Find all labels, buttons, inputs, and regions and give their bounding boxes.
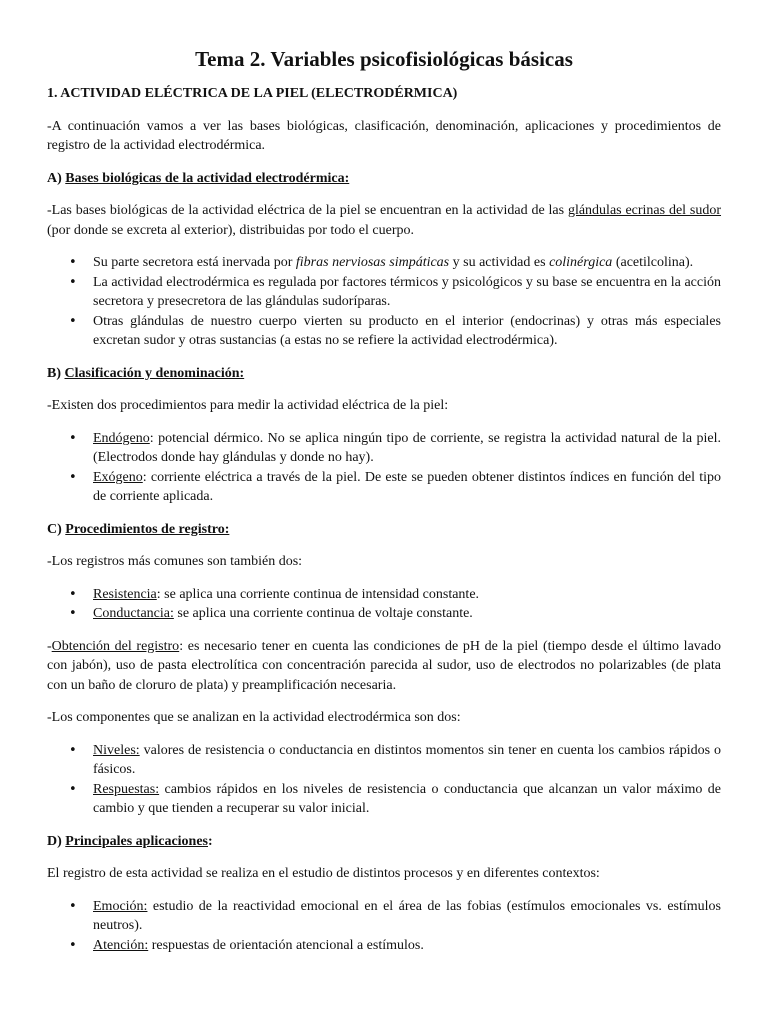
text-run: se aplica una corriente continua de voltaje constante. <box>173 606 473 621</box>
underlined-term: Respuestas: <box>93 781 160 797</box>
text-run: (acetilcolina). <box>612 255 694 270</box>
section-1-intro: -A continuación vamos a ver las bases biológicas, clasificación, denominación, aplicaciones y procedimientos de registro de la actividad electrodérmica. <box>47 118 721 153</box>
text-run: (por donde se excreta al exterior), distribuidas por todo el cuerpo. <box>47 222 414 238</box>
section-d-suffix: : <box>208 833 213 849</box>
list-item <box>93 936 721 956</box>
list-item <box>93 897 721 936</box>
text-run: : potencial dérmico. No se aplica ningún tipo de corriente, se registra la actividad natural de la piel. (Electrodos donde hay glándulas y donde no hay). <box>93 430 721 465</box>
section-c-list-2 <box>47 741 721 819</box>
section-b-heading <box>47 364 721 384</box>
list-item <box>93 253 721 273</box>
text-run: : se aplica una corriente continua de intensidad constante. <box>156 586 480 602</box>
underlined-term: Atención: <box>93 937 149 953</box>
text-run: respuestas de orientación atencional a estímulos. <box>148 937 424 953</box>
underlined-term: Conductancia: <box>93 606 174 621</box>
section-c-paragraph-componentes: -Los componentes que se analizan en la actividad electrodérmica son dos: <box>47 710 461 725</box>
underlined-term: Endógeno <box>93 430 150 446</box>
section-c-list-1 <box>47 585 721 624</box>
underlined-term: Niveles: <box>93 742 140 758</box>
section-a-prefix: A) <box>47 170 66 186</box>
list-item <box>93 585 721 605</box>
italic-term: colinérgica <box>549 255 613 270</box>
section-c-paragraph-registro <box>47 637 721 696</box>
text-run: y su actividad es <box>449 255 550 270</box>
section-a-list <box>47 253 721 351</box>
section-b-intro: -Existen dos procedimientos para medir la actividad eléctrica de la piel: <box>47 398 449 413</box>
list-item <box>93 604 721 624</box>
underlined-term: Obtención del registro <box>51 638 180 654</box>
section-a-heading <box>47 169 721 189</box>
list-item: • La actividad electrodérmica es regulada por factores térmicos y psicológicos y su base se encuentra en la acción secretora y presecretora de las glándulas sudoríparas. <box>93 273 721 312</box>
section-d-title: Principales aplicaciones <box>65 833 208 849</box>
text-run: : es necesario tener en cuenta las condiciones de pH de la piel (tiempo desde el último lavado con jabón), uso de pasta electrolítica con concentración parecida al sudor, uso de electrodos no polarizables (de plata con un baño de cloruro de plata) y preamplificación necesaria. <box>47 638 722 693</box>
section-c-heading <box>47 520 721 540</box>
underlined-term: Exógeno <box>93 469 143 485</box>
underlined-term: glándulas ecrinas del sudor <box>567 203 722 218</box>
italic-term: fibras nerviosas simpáticas <box>295 255 450 270</box>
section-d-list <box>47 897 721 956</box>
list-item: • Otras glándulas de nuestro cuerpo vierten su producto en el interior (endocrinas) y otras más especiales excretan sudor y otras sustancias (a estas no se refiere la actividad electrodérmica). <box>93 312 721 351</box>
underlined-term: Resistencia <box>93 586 157 602</box>
section-d-heading <box>47 832 721 852</box>
section-a-title: Bases biológicas de la actividad electrodérmica: <box>65 170 350 186</box>
list-item <box>93 741 721 780</box>
text-run: estudio de la reactividad emocional en el área de las fobias (estímulos emocionales vs. estímulos neutros). <box>93 898 721 933</box>
section-c-title: Procedimientos de registro: <box>65 521 230 537</box>
list-item <box>93 780 721 819</box>
section-d-prefix: D) <box>47 833 66 849</box>
text-run: cambios rápidos en los niveles de resistencia o conductancia que alcanzan un valor máximo de cambio y que tienden a recuperar su valor inicial. <box>93 781 721 816</box>
list-item <box>93 429 721 468</box>
section-b-list <box>47 429 721 507</box>
section-d-intro: El registro de esta actividad se realiza en el estudio de distintos procesos y en diferentes contextos: <box>47 866 600 881</box>
section-b-prefix: B) <box>47 365 65 381</box>
section-c-intro: -Los registros más comunes son también dos: <box>47 554 303 569</box>
section-a-paragraph <box>47 201 721 240</box>
list-item <box>93 468 721 507</box>
text-run: : corriente eléctrica a través de la piel. De este se pueden obtener distintos índices en función del tipo de corriente aplicada. <box>93 469 721 504</box>
text-run: Su parte secretora está inervada por <box>93 255 296 270</box>
section-1-heading: 1. ACTIVIDAD ELÉCTRICA DE LA PIEL (ELECTRODÉRMICA) <box>47 86 458 101</box>
section-c-prefix: C) <box>47 521 66 537</box>
text-run: valores de resistencia o conductancia en distintos momentos sin tener en cuenta los cambios rápidos o fásicos. <box>93 742 721 777</box>
underlined-term: Emoción: <box>93 898 148 914</box>
text-run: - <box>47 638 52 654</box>
section-b-title: Clasificación y denominación: <box>64 365 245 381</box>
document-title: Tema 2. Variables psicofisiológicas básicas <box>195 47 573 71</box>
text-run: -Las bases biológicas de la actividad eléctrica de la piel se encuentran en la actividad de las <box>47 203 568 218</box>
